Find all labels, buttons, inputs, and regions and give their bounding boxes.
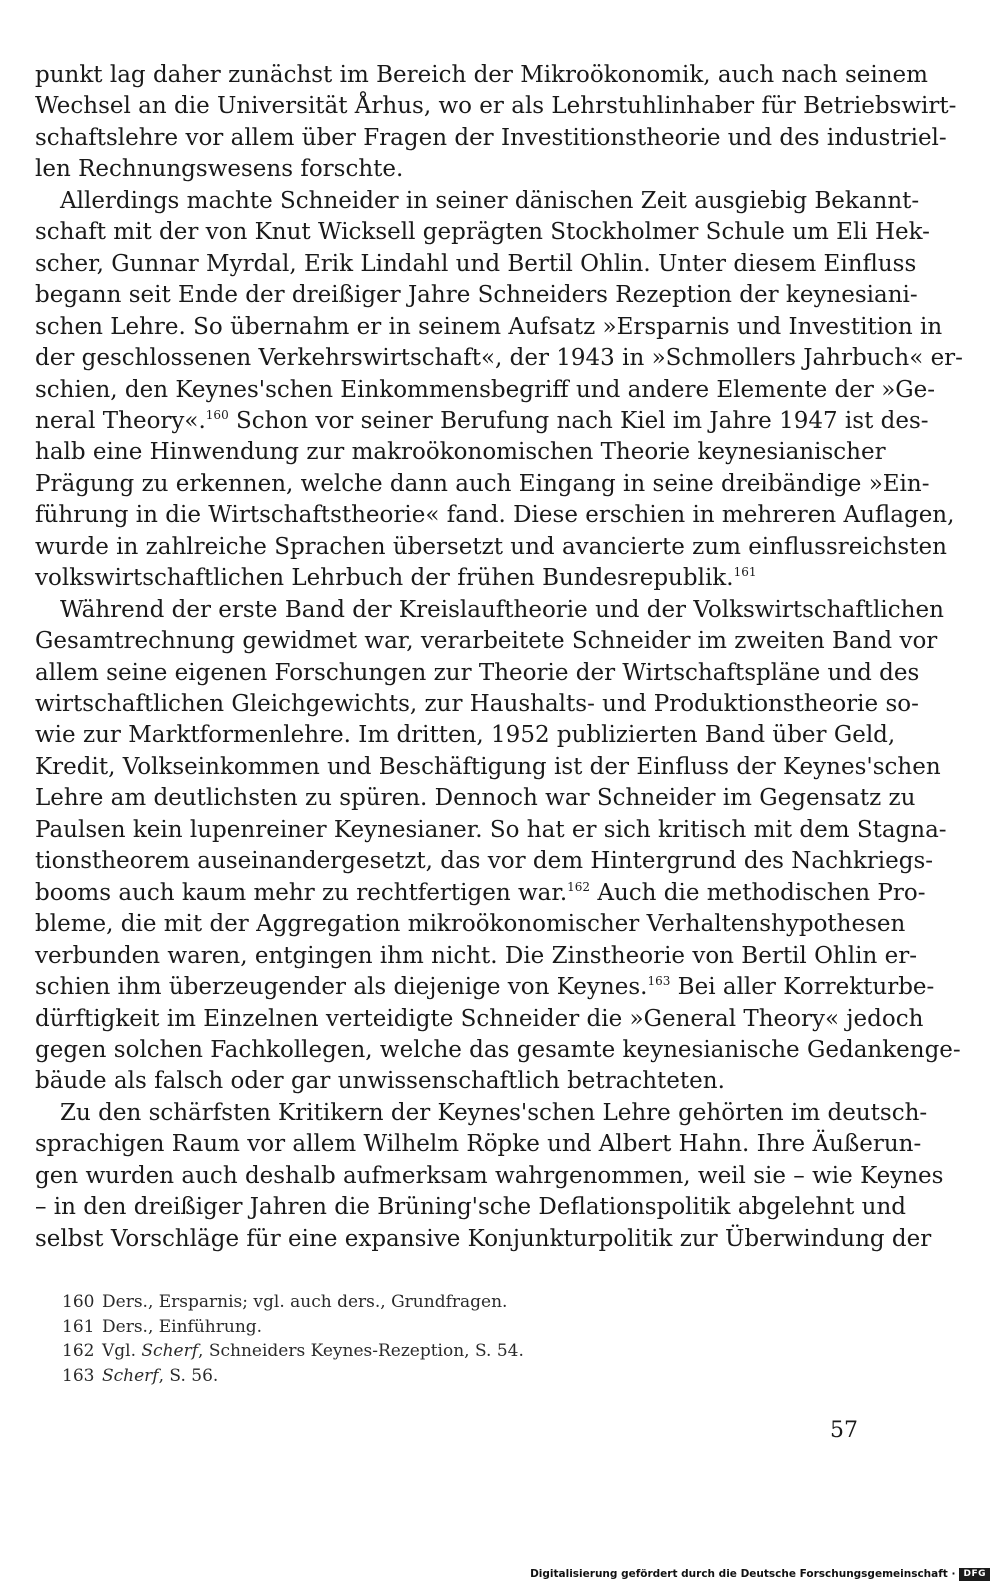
text-line	[60, 1098, 928, 1128]
text-segment: Paulsen kein lupenreiner Keynesianer. So hat er sich kritisch mit dem Stagna-	[35, 816, 947, 843]
text-segment: Schon vor seiner Berufung nach Kiel im Jahre 1947 ist des-	[228, 407, 929, 434]
text-segment: bleme, die mit der Aggregation mikroökonomischer Verhaltenshypothesen	[35, 911, 906, 938]
text-segment: wie zur Marktformenlehre. Im dritten, 1952 publizierten Band über Geld,	[35, 722, 896, 749]
text-segment: Prägung zu erkennen, welche dann auch Eingang in seine dreibändige »Ein-	[35, 470, 930, 497]
text-segment: , S. 56.	[158, 1365, 219, 1386]
text-segment: wirtschaftlichen Gleichgewichts, zur Haushalts- und Produktionstheorie so-	[35, 691, 919, 717]
text-segment: halb eine Hinwendung zur makroökonomischen Theorie keynesianischer	[35, 439, 886, 466]
text-segment: gegen solchen Fachkollegen, welche das gesamte keynesianische Gedankenge-	[35, 1036, 961, 1063]
text-segment: Ders., Ersparnis; vgl. auch ders., Grundfragen.	[102, 1292, 508, 1312]
text-segment: punkt lag daher zunächst im Bereich der Mikroökonomik, auch nach seinem	[35, 62, 928, 88]
text-line	[35, 1129, 922, 1159]
text-line	[35, 60, 928, 90]
text-line	[35, 469, 930, 499]
text-segment: , Schneiders Keynes-Rezeption, S. 54.	[198, 1341, 524, 1361]
text-segment: – in den dreißiger Jahren die Brüning'sche Deflationspolitik abgelehnt und	[35, 1194, 906, 1221]
footnote	[62, 1290, 507, 1314]
text-segment: tionstheorem auseinandergesetzt, das vor dem Hintergrund des Nachkriegs-	[35, 848, 934, 875]
text-line	[35, 720, 896, 750]
footnote	[62, 1339, 524, 1363]
page-number: 57	[830, 1418, 858, 1443]
footnote-number: 163	[62, 1365, 95, 1386]
text-line	[35, 437, 886, 467]
footnote-number: 161	[62, 1316, 95, 1337]
text-line	[35, 626, 938, 656]
footnote-marker: 162	[567, 879, 591, 894]
text-segment: schaftslehre vor allem über Fragen der Investitionstheorie und des industriel-	[35, 124, 947, 151]
text-segment: führung in die Wirtschaftstheorie« fand. Diese erschien in mehreren Auflagen,	[35, 502, 955, 529]
text-line	[35, 406, 929, 436]
text-segment: wurde in zahlreiche Sprachen übersetzt und avancierte zum einflussreichsten	[35, 533, 947, 560]
text-segment: verbunden waren, entgingen ihm nicht. Die Zinstheorie von Bertil Ohlin er-	[35, 942, 917, 969]
text-segment: sprachigen Raum vor allem Wilhelm Röpke und Albert Hahn. Ihre Äußerun-	[35, 1131, 922, 1158]
text-segment: volkswirtschaftlichen Lehrbuch der frühen Bundesrepublik.	[35, 565, 734, 592]
text-segment: booms auch kaum mehr zu rechtfertigen war.	[35, 879, 568, 906]
footnote-marker: 161	[733, 565, 757, 580]
text-segment: bäude als falsch oder gar unwissenschaftlich betrachteten.	[35, 1068, 725, 1095]
dfg-funding-banner	[530, 1566, 990, 1582]
text-line	[35, 563, 857, 593]
text-segment: selbst Vorschläge für eine expansive Konjunkturpolitik zur Überwindung der	[35, 1225, 932, 1252]
text-line	[35, 123, 947, 153]
text-line	[60, 595, 944, 625]
text-line	[35, 909, 906, 939]
text-line	[35, 1161, 944, 1191]
banner-text: Digitalisierung gefördert durch die Deutsche Forschungsgemeinschaft ·	[530, 1568, 956, 1580]
footnote-marker: 160	[205, 407, 229, 422]
text-segment: Vgl.	[102, 1341, 142, 1361]
text-line	[35, 500, 955, 530]
text-segment: Während der erste Band der Kreislauftheorie und der Volkswirtschaftlichen	[60, 596, 944, 623]
footnote	[62, 1315, 262, 1339]
footnote-marker: 163	[647, 974, 671, 989]
text-line	[35, 1035, 961, 1065]
text-line	[60, 186, 920, 216]
text-segment: Wechsel an die Universität Århus, wo er als Lehrstuhlinhaber für Betriebswirt-	[35, 93, 957, 120]
text-line	[35, 91, 957, 121]
text-segment: Bei aller Korrekturbe-	[670, 974, 935, 1001]
text-line	[35, 783, 916, 813]
text-line	[35, 1224, 932, 1254]
text-segment: Zu den schärfsten Kritikern der Keynes'schen Lehre gehörten im deutsch-	[60, 1099, 928, 1126]
text-segment: schien, den Keynes'schen Einkommensbegriff und andere Elemente der »Ge-	[35, 376, 936, 403]
text-line	[35, 941, 917, 971]
text-segment: dürftigkeit im Einzelnen verteidigte Schneider die »General Theory« jedoch	[35, 1005, 924, 1032]
text-line	[35, 1192, 906, 1222]
dfg-logo: DFG	[959, 1568, 990, 1581]
text-line	[35, 375, 936, 405]
text-segment: len Rechnungswesens forschte.	[35, 156, 404, 183]
text-line	[35, 249, 917, 279]
text-segment: schaft mit der von Knut Wicksell geprägten Stockholmer Schule um Eli Hek-	[35, 219, 930, 246]
footnote	[62, 1364, 218, 1388]
text-line	[35, 312, 943, 342]
text-line	[35, 343, 963, 373]
text-line	[35, 689, 919, 719]
text-line	[35, 815, 947, 845]
footnote-number: 160	[62, 1292, 95, 1312]
text-segment: schen Lehre. So übernahm er in seinem Aufsatz »Ersparnis und Investition in	[35, 313, 943, 340]
text-line	[35, 846, 934, 876]
text-segment: gen wurden auch deshalb aufmerksam wahrgenommen, weil sie – wie Keynes	[35, 1162, 944, 1189]
text-segment: Ders., Einführung.	[102, 1316, 263, 1337]
italic-text: Scherf	[102, 1365, 159, 1386]
text-segment: neral Theory«.	[35, 407, 206, 434]
text-line	[35, 878, 926, 908]
text-line	[35, 217, 930, 247]
text-line	[35, 1066, 857, 1096]
text-line	[35, 154, 857, 184]
text-segment: scher, Gunnar Myrdal, Erik Lindahl und Bertil Ohlin. Unter diesem Einfluss	[35, 250, 917, 277]
text-segment: Lehre am deutlichsten zu spüren. Dennoch war Schneider im Gegensatz zu	[35, 785, 916, 812]
text-segment: begann seit Ende der dreißiger Jahre Schneiders Rezeption der keynesiani-	[35, 282, 918, 309]
text-line	[35, 1004, 924, 1034]
text-segment: der geschlossenen Verkehrswirtschaft«, der 1943 in »Schmollers Jahrbuch« er-	[35, 345, 963, 372]
text-segment: schien ihm überzeugender als diejenige von Keynes.	[35, 974, 648, 1001]
text-segment: Allerdings machte Schneider in seiner dänischen Zeit ausgiebig Bekannt-	[60, 187, 920, 214]
text-segment: Gesamtrechnung gewidmet war, verarbeitete Schneider im zweiten Band vor	[35, 628, 938, 655]
text-line	[35, 532, 947, 562]
text-line	[35, 972, 935, 1002]
italic-text: Scherf	[141, 1341, 199, 1361]
text-line	[35, 658, 920, 688]
text-segment: Kredit, Volkseinkommen und Beschäftigung ist der Einfluss der Keynes'schen	[35, 753, 941, 780]
text-line	[35, 752, 941, 782]
text-segment: allem seine eigenen Forschungen zur Theorie der Wirtschaftspläne und des	[35, 659, 920, 686]
footnote-number: 162	[62, 1341, 95, 1361]
text-line	[35, 280, 918, 310]
text-segment: Auch die methodischen Pro-	[590, 879, 926, 906]
